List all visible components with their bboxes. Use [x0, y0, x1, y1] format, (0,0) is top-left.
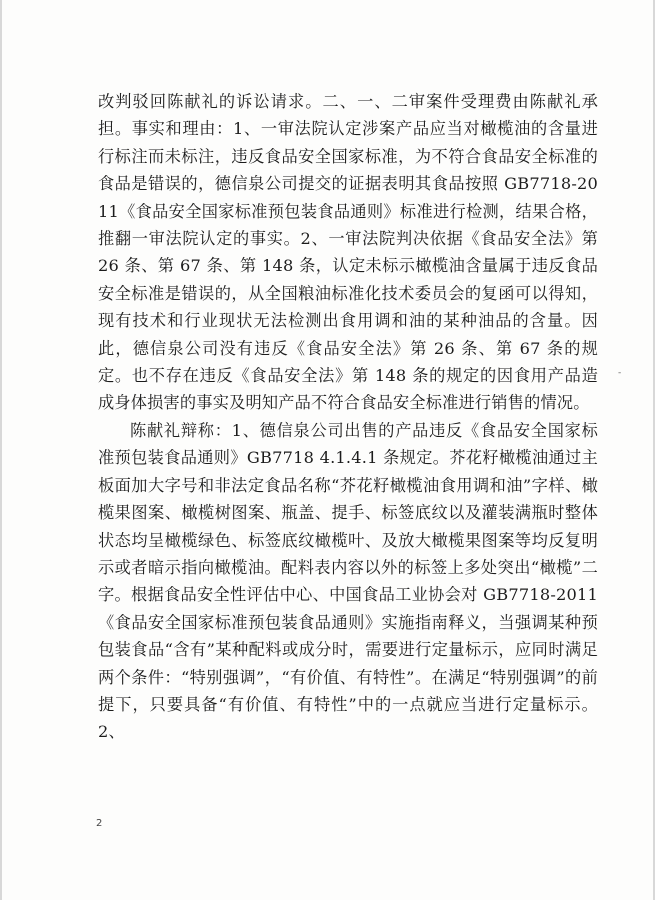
- document-body: [98, 88, 598, 746]
- margin-mark: -: [618, 368, 622, 378]
- paragraph-respondent-defense: 陈献礼辩称：1、德信泉公司出售的产品违反《食品安全国家标准预包装食品通则》GB7718 4.1.4.1 条规定。芥花籽橄榄油通过主板面加大字号和非法定食品名称“芥花籽橄榄油食用调和油”字样、橄榄果图案、橄榄树图案、瓶盖、提手、标签底纹以及灌装满瓶时整体状态均呈橄榄绿色、标签底纹橄榄叶、及放大橄榄果图案等均反复明示或者暗示指向橄榄油。配料表内容以外的标签上多处突出“橄榄”二字。根据食品安全性评估中心、中国食品工业协会对 GB7718-2011《食品安全国家标准预包装食品通则》实施指南释义，当强调某种预包装食品“含有”某种配料或成分时，需要进行定量标示，应同时满足两个条件：“特别强调”，“有价值、有特性”。在满足“特别强调”的前提下，只要具备“有价值、有特性”中的一点就应当进行定量标示。2、: [98, 420, 598, 742]
- paragraph-appeal-reasons: 改判驳回陈献礼的诉讼请求。二、一、二审案件受理费由陈献礼承担。事实和理由：1、一审法院认定涉案产品应当对橄榄油的含量进行标注而未标注，违反食品安全国家标准，为不符合食品安全标准的食品是错误的，德信泉公司提交的证据表明其食品按照 GB7718-2011《食品安全国家标准预包装食品通则》标准进行检测，结果合格，推翻一审法院认定的事实。2、一审法院判决依据《食品安全法》第 26 条、第 67 条、第 148 条，认定未标示橄榄油含量属于违反食品安全标准是错误的，从全国粮油标准化技术委员会的复函可以得知，现有技术和行业现状无法检测出食用调和油的某种油品的含量。因此，德信泉公司没有违反《食品安全法》第 26 条、第 67 条的规定。也不存在违反《食品安全法》第 148 条的规定的因食用产品造成身体损害的事实及明知产品不符合食品安全标准进行销售的情况。: [98, 92, 598, 413]
- scan-edge-left: [0, 0, 2, 900]
- page-number: 2: [96, 818, 103, 829]
